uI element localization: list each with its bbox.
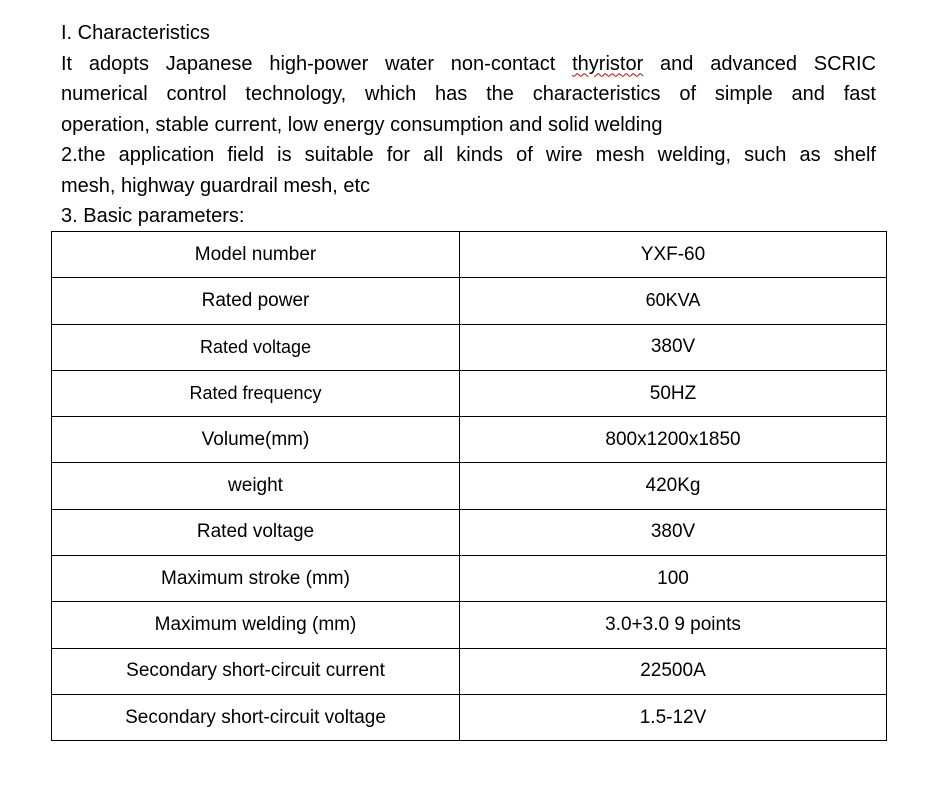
parameter-value: 380V [460,324,887,370]
paragraph-1-line-3: operation, stable current, low energy consumption and solid welding [61,113,663,136]
table-row [52,370,887,416]
parameter-value: 100 [460,556,887,602]
parameter-label: Secondary short-circuit voltage [52,694,460,740]
table-row [52,232,887,278]
paragraph-1-line-1 [61,49,876,80]
parameter-label: Maximum stroke (mm) [52,556,460,602]
parameter-value: 380V [460,509,887,555]
paragraph-1-line-2: numerical control technology, which has the characteristics of simple and fast [61,83,876,105]
paragraph-2-line-1: 2.the application field is suitable for all kinds of wire mesh welding, such as shelf [61,144,876,166]
parameter-value: 800x1200x1850 [460,417,887,463]
parameter-label: Rated voltage [52,509,460,555]
document-body [61,18,876,232]
parameters-table [51,231,887,741]
table-row [52,694,887,740]
parameter-value: 22500A [460,648,887,694]
parameter-label: weight [52,463,460,509]
table-row [52,556,887,602]
parameter-label: Model number [52,232,460,278]
paragraph-1-line-1-start: It adopts Japanese high-power water non-contact [61,52,573,75]
paragraph-2-line-2: mesh, highway guardrail mesh, etc [61,174,371,197]
parameter-value: 60KVA [460,278,887,324]
table-row [52,324,887,370]
parameter-label: Rated power [52,278,460,324]
table-row [52,602,887,648]
parameter-value: YXF-60 [460,232,887,278]
table-row [52,463,887,509]
parameter-value: 420Kg [460,463,887,509]
parameter-value: 3.0+3.0 9 points [460,602,887,648]
table-row [52,417,887,463]
parameter-value: 1.5-12V [460,694,887,740]
paragraph-1-line-1-end: and advanced SCRIC [643,52,876,75]
parameter-label: Secondary short-circuit current [52,648,460,694]
parameter-label: Rated frequency [52,370,460,416]
parameter-label: Rated voltage [52,324,460,370]
parameter-value: 50HZ [460,370,887,416]
parameter-label: Volume(mm) [52,417,460,463]
spellcheck-flagged-word[interactable]: thyristor [572,52,644,75]
table-row [52,509,887,555]
section-heading: I. Characteristics [61,22,210,44]
parameter-label: Maximum welding (mm) [52,602,460,648]
table-row [52,278,887,324]
parameters-heading: 3. Basic parameters: [61,205,245,227]
table-row [52,648,887,694]
